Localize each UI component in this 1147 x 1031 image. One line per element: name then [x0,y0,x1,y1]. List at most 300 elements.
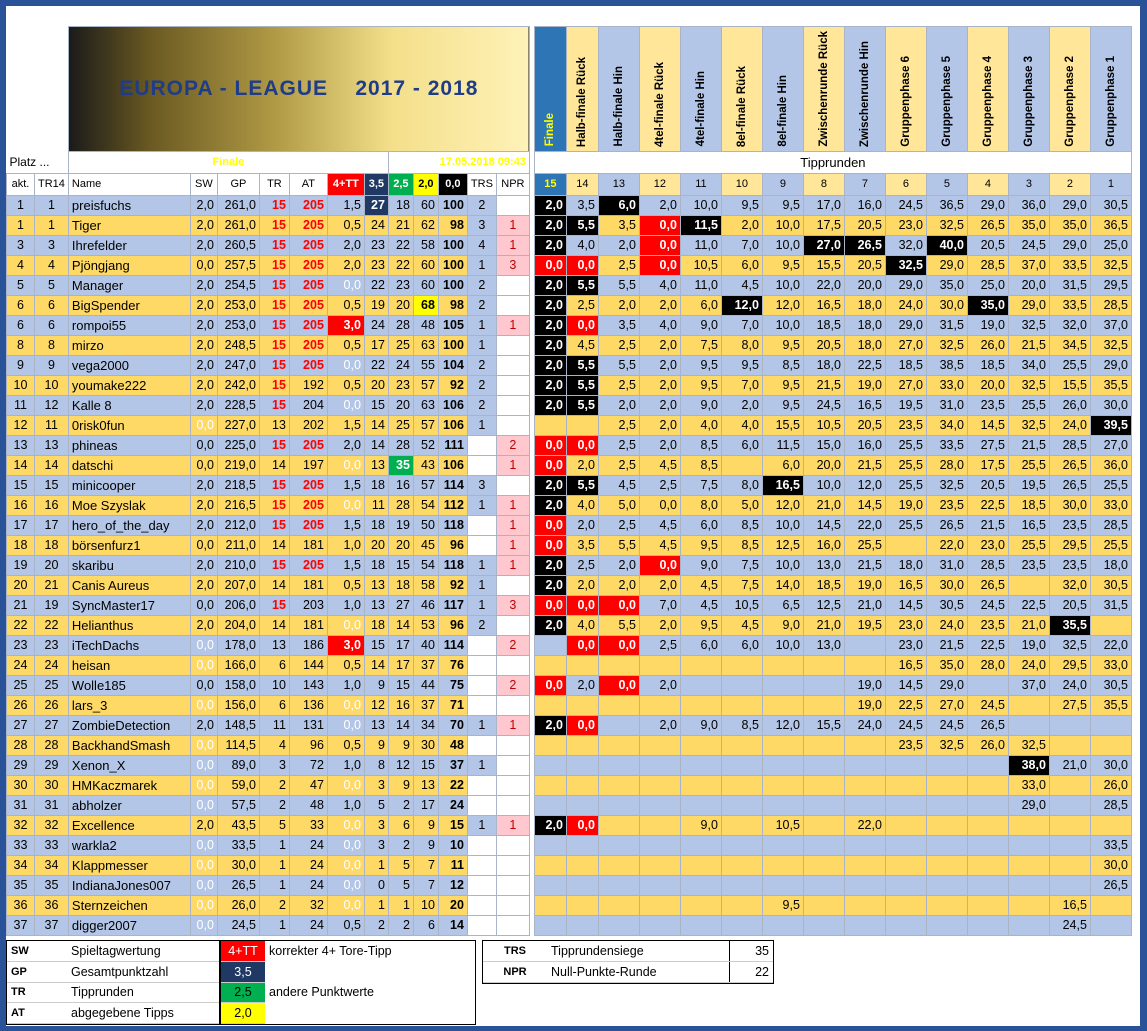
cell-v20: 48 [413,315,438,335]
cell-tt: 1,0 [327,535,364,555]
round-score [885,535,926,555]
cell-gp: 207,0 [217,575,259,595]
round-score: 26,0 [967,335,1008,355]
round-score: 5,5 [566,275,598,295]
cell-name: börsenfurz1 [68,535,190,555]
round-score: 25,5 [844,535,885,555]
cell-sw: 0,0 [190,795,217,815]
cell-v20: 54 [413,555,438,575]
round-score [967,915,1008,935]
round-score: 4,5 [639,455,680,475]
cell-v25: 6 [388,815,413,835]
cell-v00: 75 [438,675,467,695]
cell-v25: 28 [388,495,413,515]
cell-tt: 0,5 [327,915,364,935]
round-score: 0,0 [598,595,639,615]
round-score: 32,5 [926,735,967,755]
cell-sw: 2,0 [190,475,217,495]
cell-name: Manager [68,275,190,295]
round-score [534,795,566,815]
round-score: 8,5 [721,515,762,535]
cell-v00: 92 [438,375,467,395]
cell-v25: 5 [388,855,413,875]
round-score: 25,5 [1049,355,1090,375]
round-score [566,695,598,715]
cell-v25: 20 [388,535,413,555]
cell-trs: 1 [467,555,496,575]
round-score: 12,0 [721,295,762,315]
cell-v35: 18 [364,555,388,575]
round-score [566,415,598,435]
cell-akt: 6 [7,315,35,335]
cell-sw: 2,0 [190,555,217,575]
cell-akt: 36 [7,895,35,915]
round-score [1008,835,1049,855]
cell-tr: 6 [259,655,289,675]
round-score: 5,5 [566,215,598,235]
cell-v20: 60 [413,195,438,215]
cell-npr: 1 [496,715,529,735]
cell-name: IndianaJones007 [68,875,190,895]
round-score [803,755,844,775]
cell-trs [467,895,496,915]
cell-gp: 114,5 [217,735,259,755]
cell-trs: 1 [467,495,496,515]
round-score: 31,0 [926,555,967,575]
round-score [844,855,885,875]
legend-count-value: 35 [729,941,773,962]
round-score: 29,5 [1090,275,1131,295]
cell-sw: 0,0 [190,535,217,555]
round-score [967,775,1008,795]
cell-sw: 2,0 [190,215,217,235]
table-row [7,235,1132,255]
round-score: 21,5 [844,555,885,575]
round-header [926,27,967,152]
cell-v00: 114 [438,475,467,495]
cell-gp: 210,0 [217,555,259,575]
round-score: 18,0 [803,355,844,375]
round-score: 0,0 [534,515,566,535]
cell-v25: 35 [388,455,413,475]
round-score: 30,0 [926,575,967,595]
round-score [967,795,1008,815]
cell-v25: 23 [388,275,413,295]
cell-v35: 22 [364,355,388,375]
cell-gp: 166,0 [217,655,259,675]
cell-v20: 7 [413,855,438,875]
round-score: 5,0 [721,495,762,515]
round-score [534,415,566,435]
table-row [7,195,1132,215]
round-score: 23,0 [885,635,926,655]
cell-tt: 0,0 [327,815,364,835]
cell-at: 197 [289,455,327,475]
round-score [566,735,598,755]
column-header-v35: 3,5 [364,173,388,195]
cell-v35: 20 [364,535,388,555]
cell-v25: 25 [388,415,413,435]
cell-v35: 1 [364,895,388,915]
cell-akt: 21 [7,595,35,615]
cell-sw: 0,0 [190,835,217,855]
round-score: 29,5 [1049,655,1090,675]
cell-tt: 0,0 [327,355,364,375]
cell-trs: 2 [467,295,496,315]
cell-v00: 14 [438,915,467,935]
cell-tt: 0,5 [327,655,364,675]
round-score: 2,0 [534,315,566,335]
round-header-label: Gruppenphase 2 [1063,55,1076,147]
round-score [598,855,639,875]
round-score: 19,0 [844,575,885,595]
round-score: 12,5 [803,595,844,615]
cell-tr14: 21 [35,575,69,595]
round-score: 32,0 [1049,315,1090,335]
cell-v25: 18 [388,575,413,595]
round-score [639,875,680,895]
round-score: 33,0 [1090,495,1131,515]
cell-name: minicooper [68,475,190,495]
cell-v35: 27 [364,195,388,215]
round-score [680,875,721,895]
round-score: 31,0 [926,395,967,415]
round-score: 20,0 [1008,275,1049,295]
cell-trs: 1 [467,595,496,615]
cell-npr [496,475,529,495]
round-score: 12,0 [762,295,803,315]
round-score: 6,0 [721,635,762,655]
cell-tr: 13 [259,415,289,435]
round-score [534,755,566,775]
cell-npr: 1 [496,455,529,475]
round-score: 2,0 [534,495,566,515]
round-number: 4 [967,173,1008,195]
round-number: 6 [885,173,926,195]
round-score: 2,5 [598,375,639,395]
round-score: 4,5 [598,475,639,495]
round-score: 17,0 [803,195,844,215]
round-score [598,895,639,915]
cell-tt: 2,0 [327,235,364,255]
round-score: 32,5 [1008,415,1049,435]
cell-v00: 114 [438,635,467,655]
cell-tt: 0,0 [327,835,364,855]
round-score: 32,0 [885,235,926,255]
round-score: 21,5 [967,515,1008,535]
round-score [762,675,803,695]
round-score: 24,0 [926,615,967,635]
cell-at: 48 [289,795,327,815]
round-score: 0,0 [566,635,598,655]
round-score [1090,615,1131,635]
cell-tr14: 31 [35,795,69,815]
round-score [598,735,639,755]
round-score: 3,5 [566,195,598,215]
round-score: 24,5 [1049,915,1090,935]
cell-akt: 35 [7,875,35,895]
legend-count-desc: Null-Punkte-Runde [547,962,729,983]
column-header-v00: 0,0 [438,173,467,195]
cell-name: HMKaczmarek [68,775,190,795]
cell-sw: 2,0 [190,495,217,515]
round-score: 2,0 [639,715,680,735]
round-score: 20,5 [844,415,885,435]
legend-color-desc [265,1003,475,1024]
round-score [1008,695,1049,715]
legend-swatch: 2,0 [221,1003,265,1024]
round-score: 19,0 [885,495,926,515]
round-score: 21,5 [844,455,885,475]
cell-akt: 20 [7,575,35,595]
cell-v20: 44 [413,675,438,695]
round-score [1049,835,1090,855]
round-score: 32,5 [1008,375,1049,395]
cell-tt: 0,5 [327,335,364,355]
round-score: 27,0 [1090,435,1131,455]
cell-gp: 33,5 [217,835,259,855]
round-score: 0,0 [598,635,639,655]
round-score [803,775,844,795]
cell-trs: 2 [467,275,496,295]
cell-gp: 218,5 [217,475,259,495]
cell-akt: 28 [7,735,35,755]
table-row [7,675,1132,695]
cell-v25: 19 [388,515,413,535]
cell-trs: 4 [467,235,496,255]
cell-v00: 112 [438,495,467,515]
cell-v35: 14 [364,415,388,435]
legend-desc: Spieltagwertung [67,941,219,962]
round-number: 10 [721,173,762,195]
round-score: 4,5 [721,275,762,295]
cell-akt: 1 [7,215,35,235]
cell-at: 204 [289,395,327,415]
round-score: 2,0 [598,295,639,315]
cell-trs [467,875,496,895]
round-score: 17,5 [967,455,1008,475]
table-row [7,875,1132,895]
cell-name: phineas [68,435,190,455]
cell-v00: 12 [438,875,467,895]
round-score: 30,5 [926,595,967,615]
cell-v00: 100 [438,195,467,215]
round-score: 9,5 [762,255,803,275]
round-score: 25,5 [1090,535,1131,555]
round-score: 26,5 [1049,475,1090,495]
cell-npr [496,415,529,435]
table-row [7,375,1132,395]
round-score [926,895,967,915]
legend-color-desc: andere Punktwerte [269,985,374,1000]
cell-trs: 1 [467,415,496,435]
cell-v25: 14 [388,715,413,735]
legend-abbreviations [6,940,220,1025]
round-score: 10,5 [680,255,721,275]
cell-v00: 106 [438,395,467,415]
round-score: 8,5 [680,455,721,475]
cell-name: digger2007 [68,915,190,935]
cell-npr: 2 [496,435,529,455]
round-score: 26,0 [1049,395,1090,415]
cell-v00: 15 [438,815,467,835]
cell-trs: 2 [467,395,496,415]
round-score: 40,0 [926,235,967,255]
table-row [7,715,1132,735]
round-score [721,915,762,935]
cell-v00: 117 [438,595,467,615]
round-score [721,815,762,835]
round-score: 2,0 [721,215,762,235]
cell-gp: 253,0 [217,315,259,335]
round-score [885,775,926,795]
round-score: 20,5 [803,335,844,355]
round-score: 4,0 [566,235,598,255]
round-score [1090,895,1131,915]
round-score: 5,5 [566,395,598,415]
cell-at: 202 [289,415,327,435]
cell-v00: 20 [438,895,467,915]
round-score: 22,5 [967,495,1008,515]
cell-v25: 9 [388,775,413,795]
cell-at: 205 [289,355,327,375]
round-number: 5 [926,173,967,195]
table-row [7,815,1132,835]
cell-v00: 118 [438,515,467,535]
cell-akt: 23 [7,635,35,655]
round-score [721,455,762,475]
round-score: 33,5 [926,435,967,455]
round-score: 10,0 [762,555,803,575]
table-row [7,775,1132,795]
round-score: 7,0 [639,595,680,615]
cell-v35: 5 [364,795,388,815]
page-title: EUROPA - LEAGUE 2017 - 2018 [68,27,529,152]
round-score: 29,5 [1049,535,1090,555]
round-number: 14 [566,173,598,195]
cell-name: preisfuchs [68,195,190,215]
cell-name: Helianthus [68,615,190,635]
cell-tr14: 22 [35,615,69,635]
cell-at: 205 [289,195,327,215]
round-score: 2,0 [534,615,566,635]
cell-v20: 53 [413,615,438,635]
round-score: 4,5 [639,535,680,555]
cell-npr: 1 [496,535,529,555]
cell-gp: 261,0 [217,195,259,215]
cell-v35: 9 [364,735,388,755]
round-number: 13 [598,173,639,195]
legend-desc: abgegebene Tipps [67,1003,219,1024]
cell-akt: 26 [7,695,35,715]
cell-sw: 2,0 [190,195,217,215]
round-number: 12 [639,173,680,195]
round-score: 32,5 [1090,255,1131,275]
cell-tr14: 12 [35,395,69,415]
round-score [762,695,803,715]
cell-npr [496,855,529,875]
cell-v00: 11 [438,855,467,875]
cell-at: 181 [289,575,327,595]
round-score: 26,5 [926,515,967,535]
cell-at: 32 [289,895,327,915]
round-score: 20,0 [844,275,885,295]
cell-tr14: 3 [35,235,69,255]
cell-tr: 3 [259,755,289,775]
round-score: 23,0 [885,215,926,235]
round-score: 21,0 [803,495,844,515]
round-number: 15 [534,173,566,195]
cell-name: Klappmesser [68,855,190,875]
round-header-label: 8el-finale Hin [776,75,789,147]
cell-tr: 15 [259,195,289,215]
cell-sw: 0,0 [190,635,217,655]
cell-at: 205 [289,275,327,295]
column-header-sw: SW [190,173,217,195]
cell-at: 181 [289,535,327,555]
round-score: 9,0 [680,315,721,335]
round-score: 19,5 [885,395,926,415]
round-score: 0,0 [639,495,680,515]
cell-name: Kalle 8 [68,395,190,415]
cell-at: 72 [289,755,327,775]
round-score: 26,5 [967,575,1008,595]
round-score [926,755,967,775]
cell-npr [496,795,529,815]
cell-at: 205 [289,215,327,235]
cell-sw: 0,0 [190,735,217,755]
cell-at: 186 [289,635,327,655]
round-score: 24,5 [885,195,926,215]
round-score [639,835,680,855]
cell-tr14: 37 [35,915,69,935]
round-score [967,675,1008,695]
round-score: 2,0 [534,815,566,835]
round-header [534,27,566,152]
cell-tt: 0,0 [327,855,364,875]
cell-gp: 206,0 [217,595,259,615]
cell-v00: 70 [438,715,467,735]
cell-v25: 17 [388,635,413,655]
round-score [926,795,967,815]
round-score: 21,5 [926,635,967,655]
round-score: 38,5 [926,355,967,375]
cell-v35: 20 [364,375,388,395]
cell-tt: 1,5 [327,195,364,215]
round-score: 32,5 [926,475,967,495]
cell-trs [467,835,496,855]
round-header-label: Halb-finale Hin [612,66,625,147]
cell-gp: 26,5 [217,875,259,895]
cell-name: BigSpender [68,295,190,315]
round-score [844,915,885,935]
round-score: 9,0 [680,715,721,735]
round-score: 18,5 [803,575,844,595]
round-score: 2,0 [534,275,566,295]
cell-v20: 37 [413,655,438,675]
cell-v00: 98 [438,295,467,315]
round-score: 26,5 [967,715,1008,735]
cell-tr14: 13 [35,435,69,455]
round-score: 25,5 [885,435,926,455]
cell-trs: 1 [467,715,496,735]
round-number: 11 [680,173,721,195]
cell-v00: 100 [438,255,467,275]
cell-tt: 1,0 [327,795,364,815]
round-score: 2,0 [534,335,566,355]
cell-tt: 1,0 [327,675,364,695]
cell-tr: 15 [259,315,289,335]
